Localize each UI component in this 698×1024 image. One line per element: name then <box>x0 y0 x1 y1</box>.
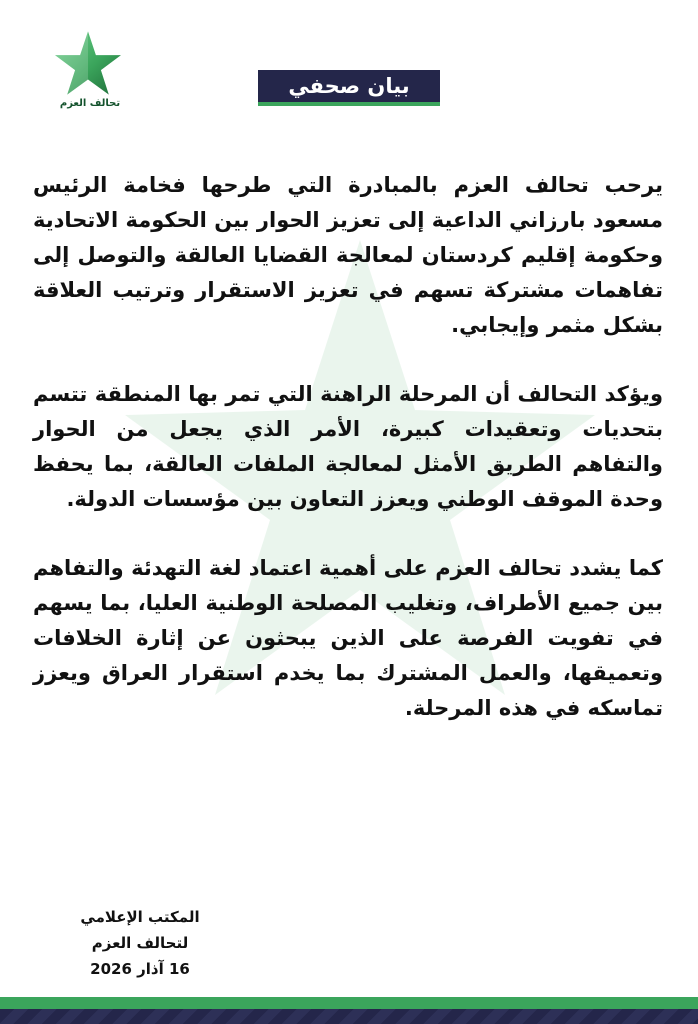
signature-organization: لتحالف العزم <box>91 934 189 952</box>
logo-text: تحالف العزم <box>59 98 121 109</box>
page-title: بيان صحفي <box>258 70 440 106</box>
paragraph-2: ويؤكد التحالف أن المرحلة الراهنة التي تمر بها المنطقة تتسم بتحديات وتعقيدات كبيرة، الأمر الذي يجعل من الحوار والتفاهم الطريق الأمثل لمعالجة الملفات العالقة، بما يحفظ وحدة الموقف الوطني ويعزز التعاون بين مؤسسات الدولة. <box>33 382 663 511</box>
paragraph-3: كما يشدد تحالف العزم على أهمية اعتماد لغة التهدئة والتفاهم بين جميع الأطراف، وتغليب المصلحة الوطنية العليا، بما يسهم في تفويت الفرصة على الذين يبحثون عن إثارة الخلافات وتعميقها، والعمل المشترك بما يخدم استقرار العراق ويعزز تماسكه في هذه المرحلة. <box>33 556 663 720</box>
footer-bar <box>0 997 698 1024</box>
logo <box>52 30 128 109</box>
signature-office: المكتب الإعلامي <box>80 908 200 926</box>
footer-green-stripe <box>0 997 698 1009</box>
footer-dark-stripe <box>0 1009 698 1024</box>
signature-date: 16 آذار 2026 <box>90 960 190 978</box>
star-icon <box>52 30 124 96</box>
statement-body <box>33 168 663 726</box>
paragraph-1: يرحب تحالف العزم بالمبادرة التي طرحها فخامة الرئيس مسعود بارزاني الداعية إلى تعزيز الحوار بين الحكومة الاتحادية وحكومة إقليم كردستان لمعالجة القضايا العالقة والتوصل إلى تفاهمات مشتركة تسهم في تعزيز الاستقرار وترتيب العلاقة بشكل مثمر وإيجابي. <box>33 173 663 337</box>
signature <box>60 904 220 982</box>
